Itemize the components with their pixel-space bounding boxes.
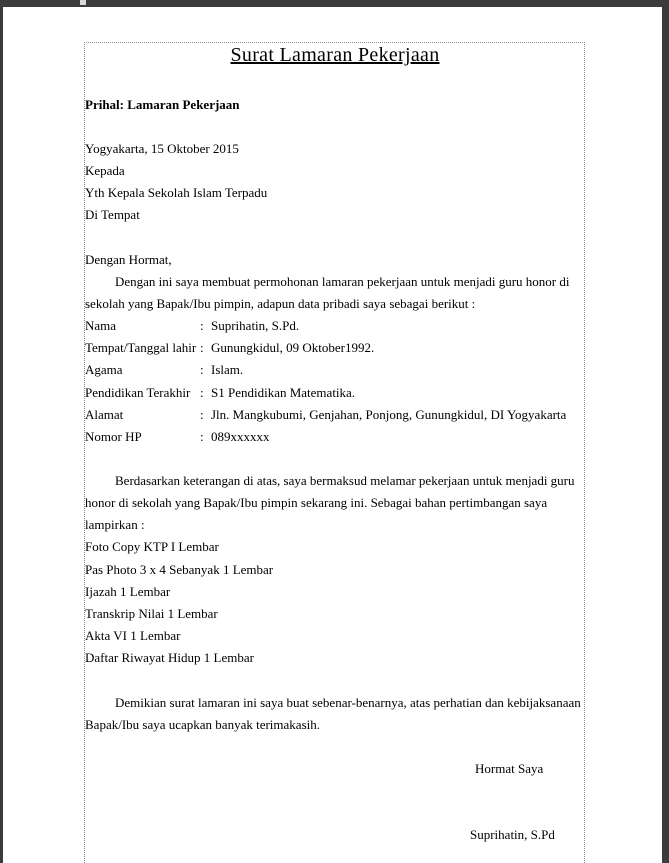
personal-value: Suprihatin, S.Pd. [211,318,300,333]
place-date: Yogyakarta, 15 Oktober 2015 [85,141,239,156]
personal-value: S1 Pendidikan Matematika. [211,385,356,400]
personal-value: Gunungkidul, 09 Oktober1992. [211,340,375,355]
attachment-item: Foto Copy KTP I Lembar [85,539,219,554]
to-label: Kepada [85,163,125,178]
attachment-item: Ijazah 1 Lembar [85,584,171,599]
personal-row-phone [85,428,585,446]
subject-line: Prihal: Lamaran Pekerjaan [85,97,240,112]
body-line-1: Berdasarkan keterangan di atas, saya bermaksud melamar pekerjaan untuk menjadi guru [115,473,575,488]
regards: Hormat Saya [475,761,544,776]
recipient: Yth Kepala Sekolah Islam Terpadu [85,185,268,200]
attachment-item: Daftar Riwayat Hidup 1 Lembar [85,650,254,665]
personal-label: Alamat [85,407,124,422]
location: Di Tempat [85,207,140,222]
attachment-item: Akta VI 1 Lembar [85,628,181,643]
personal-colon: : [200,429,204,444]
personal-label: Nama [85,318,117,333]
personal-colon: : [200,318,204,333]
personal-row-education [85,384,585,402]
personal-row-birth [85,339,585,357]
personal-value: 089xxxxxx [211,429,270,444]
text-area[interactable] [84,42,585,863]
personal-row-name [85,317,585,335]
document-page [3,7,662,863]
personal-label: Nomor HP [85,429,142,444]
body-line-2: honor di sekolah yang Bapak/Ibu pimpin sekarang ini. Sebagai bahan pertimbangan saya [85,495,548,510]
body-line-3: lampirkan : [85,517,145,532]
intro-line-2: sekolah yang Bapak/Ibu pimpin, adapun data pribadi saya sebagai berikut : [85,296,476,311]
closing-line-1: Demikian surat lamaran ini saya buat sebenar-benarnya, atas perhatian dan kebijaksanaan [115,695,581,710]
closing-line-2: Bapak/Ibu saya ucapkan banyak terimakasih. [85,717,320,732]
personal-row-address [85,406,585,424]
intro-line-1: Dengan ini saya membuat permohonan lamaran pekerjaan untuk menjadi guru honor di [115,274,570,289]
signature-name: Suprihatin, S.Pd [470,827,555,842]
personal-label: Pendidikan Terakhir [85,385,191,400]
personal-colon: : [200,362,204,377]
document-title: Surat Lamaran Pekerjaan [230,44,440,66]
personal-label: Tempat/Tanggal lahir [85,340,197,355]
greeting: Dengan Hormat, [85,252,172,267]
personal-colon: : [200,340,204,355]
ruler-indent-marker[interactable] [80,0,86,5]
personal-colon: : [200,385,204,400]
personal-label: Agama [85,362,123,377]
personal-value: Islam. [211,362,244,377]
personal-row-religion [85,361,585,379]
attachment-item: Pas Photo 3 x 4 Sebanyak 1 Lembar [85,562,274,577]
personal-colon: : [200,407,204,422]
personal-value: Jln. Mangkubumi, Genjahan, Ponjong, Gunungkidul, DI Yogyakarta [211,407,567,422]
attachment-item: Transkrip Nilai 1 Lembar [85,606,218,621]
